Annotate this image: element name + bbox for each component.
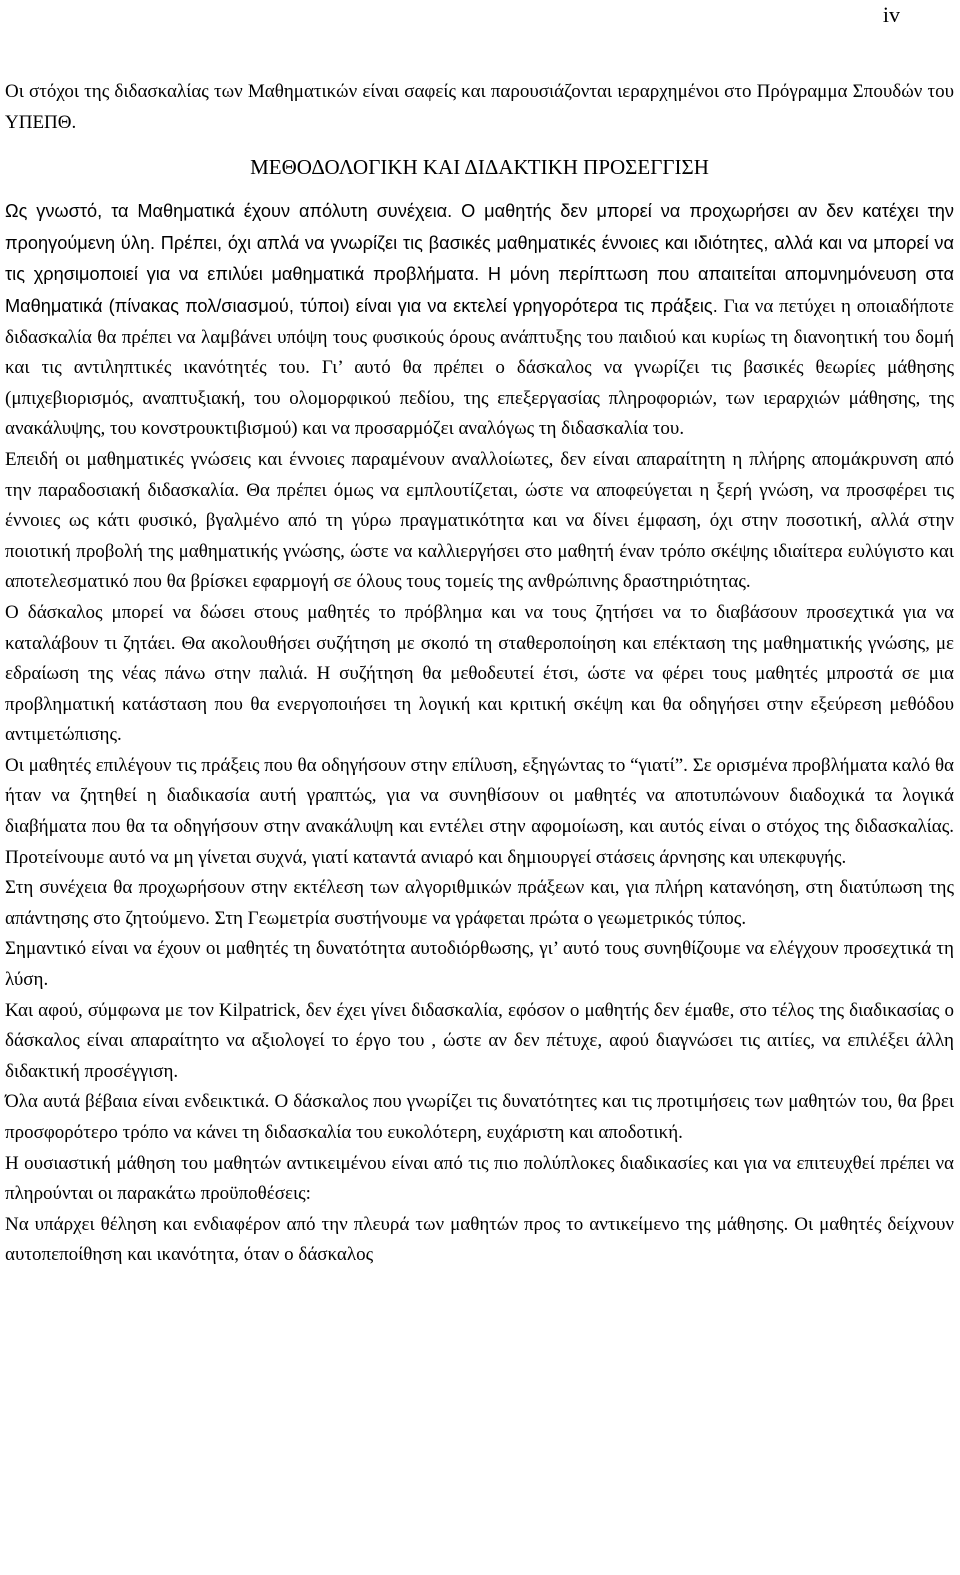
paragraph-1-serif-text: Για να πετύχει η οποιαδήποτε διδασκαλία θα πρέπει να λαμβάνει υπόψη τους φυσικούς όρους ανάπτυξης του παιδιού και κυρίως τη διανοητική του δομή και τις αντιληπτικές ικανότητές του. Γι’ αυτό θα πρέπει ο δάσκαλος να γνωρίζει τις βασικές θεωρίες μάθησης (μπιχεβιορισμός, αναπτυξιακή, του ολομορφικού πεδίου, της επεξεργασίας πληροφοριών, των ιεραρχιών μάθησης, της ανακάλυψης, του κονστρουκτιβισμού) και να προσαρμόζει αναλόγως τη διδασκαλία του.	[5, 295, 955, 440]
intro-paragraph: Οι στόχοι της διδασκαλίας των Μαθηματικών είναι σαφείς και παρουσιάζονται ιεραρχημένοι στο Πρόγραμμα Σπουδών του ΥΠΕΠΘ.	[5, 81, 954, 133]
section-heading: ΜΕΘΟΔΟΛΟΓΙΚΗ ΚΑΙ ΔΙΔΑΚΤΙΚΗ ΠΡΟΣΕΓΓΙΣΗ	[250, 155, 709, 180]
paragraph-7: Και αφού, σύμφωνα με τον Kilpatrick, δεν έχει γίνει διδασκαλία, εφόσον ο μαθητής δεν έμαθε, στο τέλος της διαδικασίας ο δάσκαλος είναι απαραίτητο να αξιολογεί το έργο του , ώστε αν δεν πέτυχε, αφού διαγνώσει τις αιτίες, να επιλέξει άλλη διδακτική προσέγγιση.	[5, 999, 954, 1082]
paragraph-2: Επειδή οι μαθηματικές γνώσεις και έννοιες παραμένουν αναλλοίωτες, δεν είναι απαραίτητη η πλήρης απομάκρυνση από την παραδοσιακή διδασκαλία. Θα πρέπει όμως να εμπλουτίζεται, ώστε να αποφεύγεται η ξερή γνώση, να προσφέρει τις έννοιες ως κάτι φυσικό, βγαλμένο από τη γύρω πραγματικότητα και να δίνει έμφαση, όχι στην ποσοτική, αλλά στην ποιοτική προβολή της μαθηματικής γνώσης, ώστε να καλλιεργήσει στο μαθητή έναν τρόπο σκέψης ιδιαίτερα ευλύγιστο και αποτελεσματικό που θα βρίσκει εφαρμογή σε όλους τους τομείς της ανθρώπινης δραστηριότητας.	[5, 448, 954, 593]
paragraph-1	[5, 196, 954, 445]
page-number: iv	[882, 2, 900, 27]
page-content	[5, 77, 954, 1271]
paragraph-1-sans-text: Ως γνωστό, τα Μαθηματικά έχουν απόλυτη συνέχεια. Ο μαθητής δεν μπορεί να προχωρήσει αν δεν κατέχει την προηγούμενη ύλη. Πρέπει, όχι απλά να γνωρίζει τις βασικές μαθηματικές έννοιες και ιδιότητες, αλλά και να μπορεί να τις χρησιμοποιεί για να επιλύει μαθηματικά προβλήματα. Η μόνη περίπτωση που απαιτείται απομνημόνευση στα Μαθηματικά (πίνακας πολ/σιασμού, τύποι) είναι για να εκτελεί γρηγορότερα τις πράξεις.	[5, 201, 954, 316]
paragraph-4: Οι μαθητές επιλέγουν τις πράξεις που θα οδηγήσουν στην επίλυση, εξηγώντας το “γιατί”. Σε ορισμένα προβλήματα καλό θα ήταν να ζητηθεί η διαδικασία αυτή γραπτώς, για να συνηθίσουν οι μαθητές να αποτυπώνουν διαδοχικά τα λογικά διαβήματα που θα τα οδηγήσουν στην ανακάλυψη και εντέλει στην αφομοίωση, και αυτός είναι ο στόχος της διδασκαλίας. Προτείνουμε αυτό να μη γίνεται συχνά, γιατί καταντά ανιαρό και δημιουργεί στάσεις άρνησης και υπεκφυγής.	[5, 754, 954, 868]
paragraph-10: Να υπάρχει θέληση και ενδιαφέρον από την πλευρά των μαθητών προς το αντικείμενο της μάθησης. Οι μαθητές δείχνουν αυτοπεποίθηση και ικανότητα, όταν ο δάσκαλος	[5, 1213, 954, 1266]
paragraph-6: Σημαντικό είναι να έχουν οι μαθητές τη δυνατότητα αυτοδιόρθωσης, γι’ αυτό τους συνηθίζουμε να ελέγχουν προσεχτικά τη λύση.	[5, 938, 954, 991]
paragraph-8: Όλα αυτά βέβαια είναι ενδεικτικά. Ο δάσκαλος που γνωρίζει τις δυνατότητες και τις προτιμήσεις των μαθητών του, θα βρει προσφορότερο τρόπο να κάνει τη διδασκαλία του ευκολότερη, ευχάριστη και αποδοτική.	[5, 1091, 954, 1143]
paragraph-9: Η ουσιαστική μάθηση του μαθητών αντικειμένου είναι από τις πιο πολύπλοκες διαδικασίες και για να επιτευχθεί πρέπει να πληρούνται οι παρακάτω προϋποθέσεις:	[5, 1152, 954, 1205]
paragraph-5: Στη συνέχεια θα προχωρήσουν στην εκτέλεση των αλγοριθμικών πράξεων και, για πλήρη κατανόηση, στη διατύπωση της απάντησης στο ζητούμενο. Στη Γεωμετρία συστήνουμε να γράφεται πρώτα ο γεωμετρικός τύπος.	[5, 877, 954, 929]
paragraph-3: Ο δάσκαλος μπορεί να δώσει στους μαθητές το πρόβλημα και να τους ζητήσει να το διαβάσουν προσεχτικά για να καταλάβουν τι ζητάει. Θα ακολουθήσει συζήτηση με σκοπό τη σταθεροποίηση και επέκταση της μαθηματικής γνώσης, με εδραίωση της νέας πάνω στην παλιά. Η συζήτηση θα μεθοδευτεί έτσι, ώστε να φέρει τους μαθητές μπροστά σε μια προβληματική κατάσταση που θα ενεργοποιήσει τη λογική και κριτική σκέψη και θα οδηγήσει στην εξεύρεση μεθόδου αντιμετώπισης.	[5, 601, 954, 746]
